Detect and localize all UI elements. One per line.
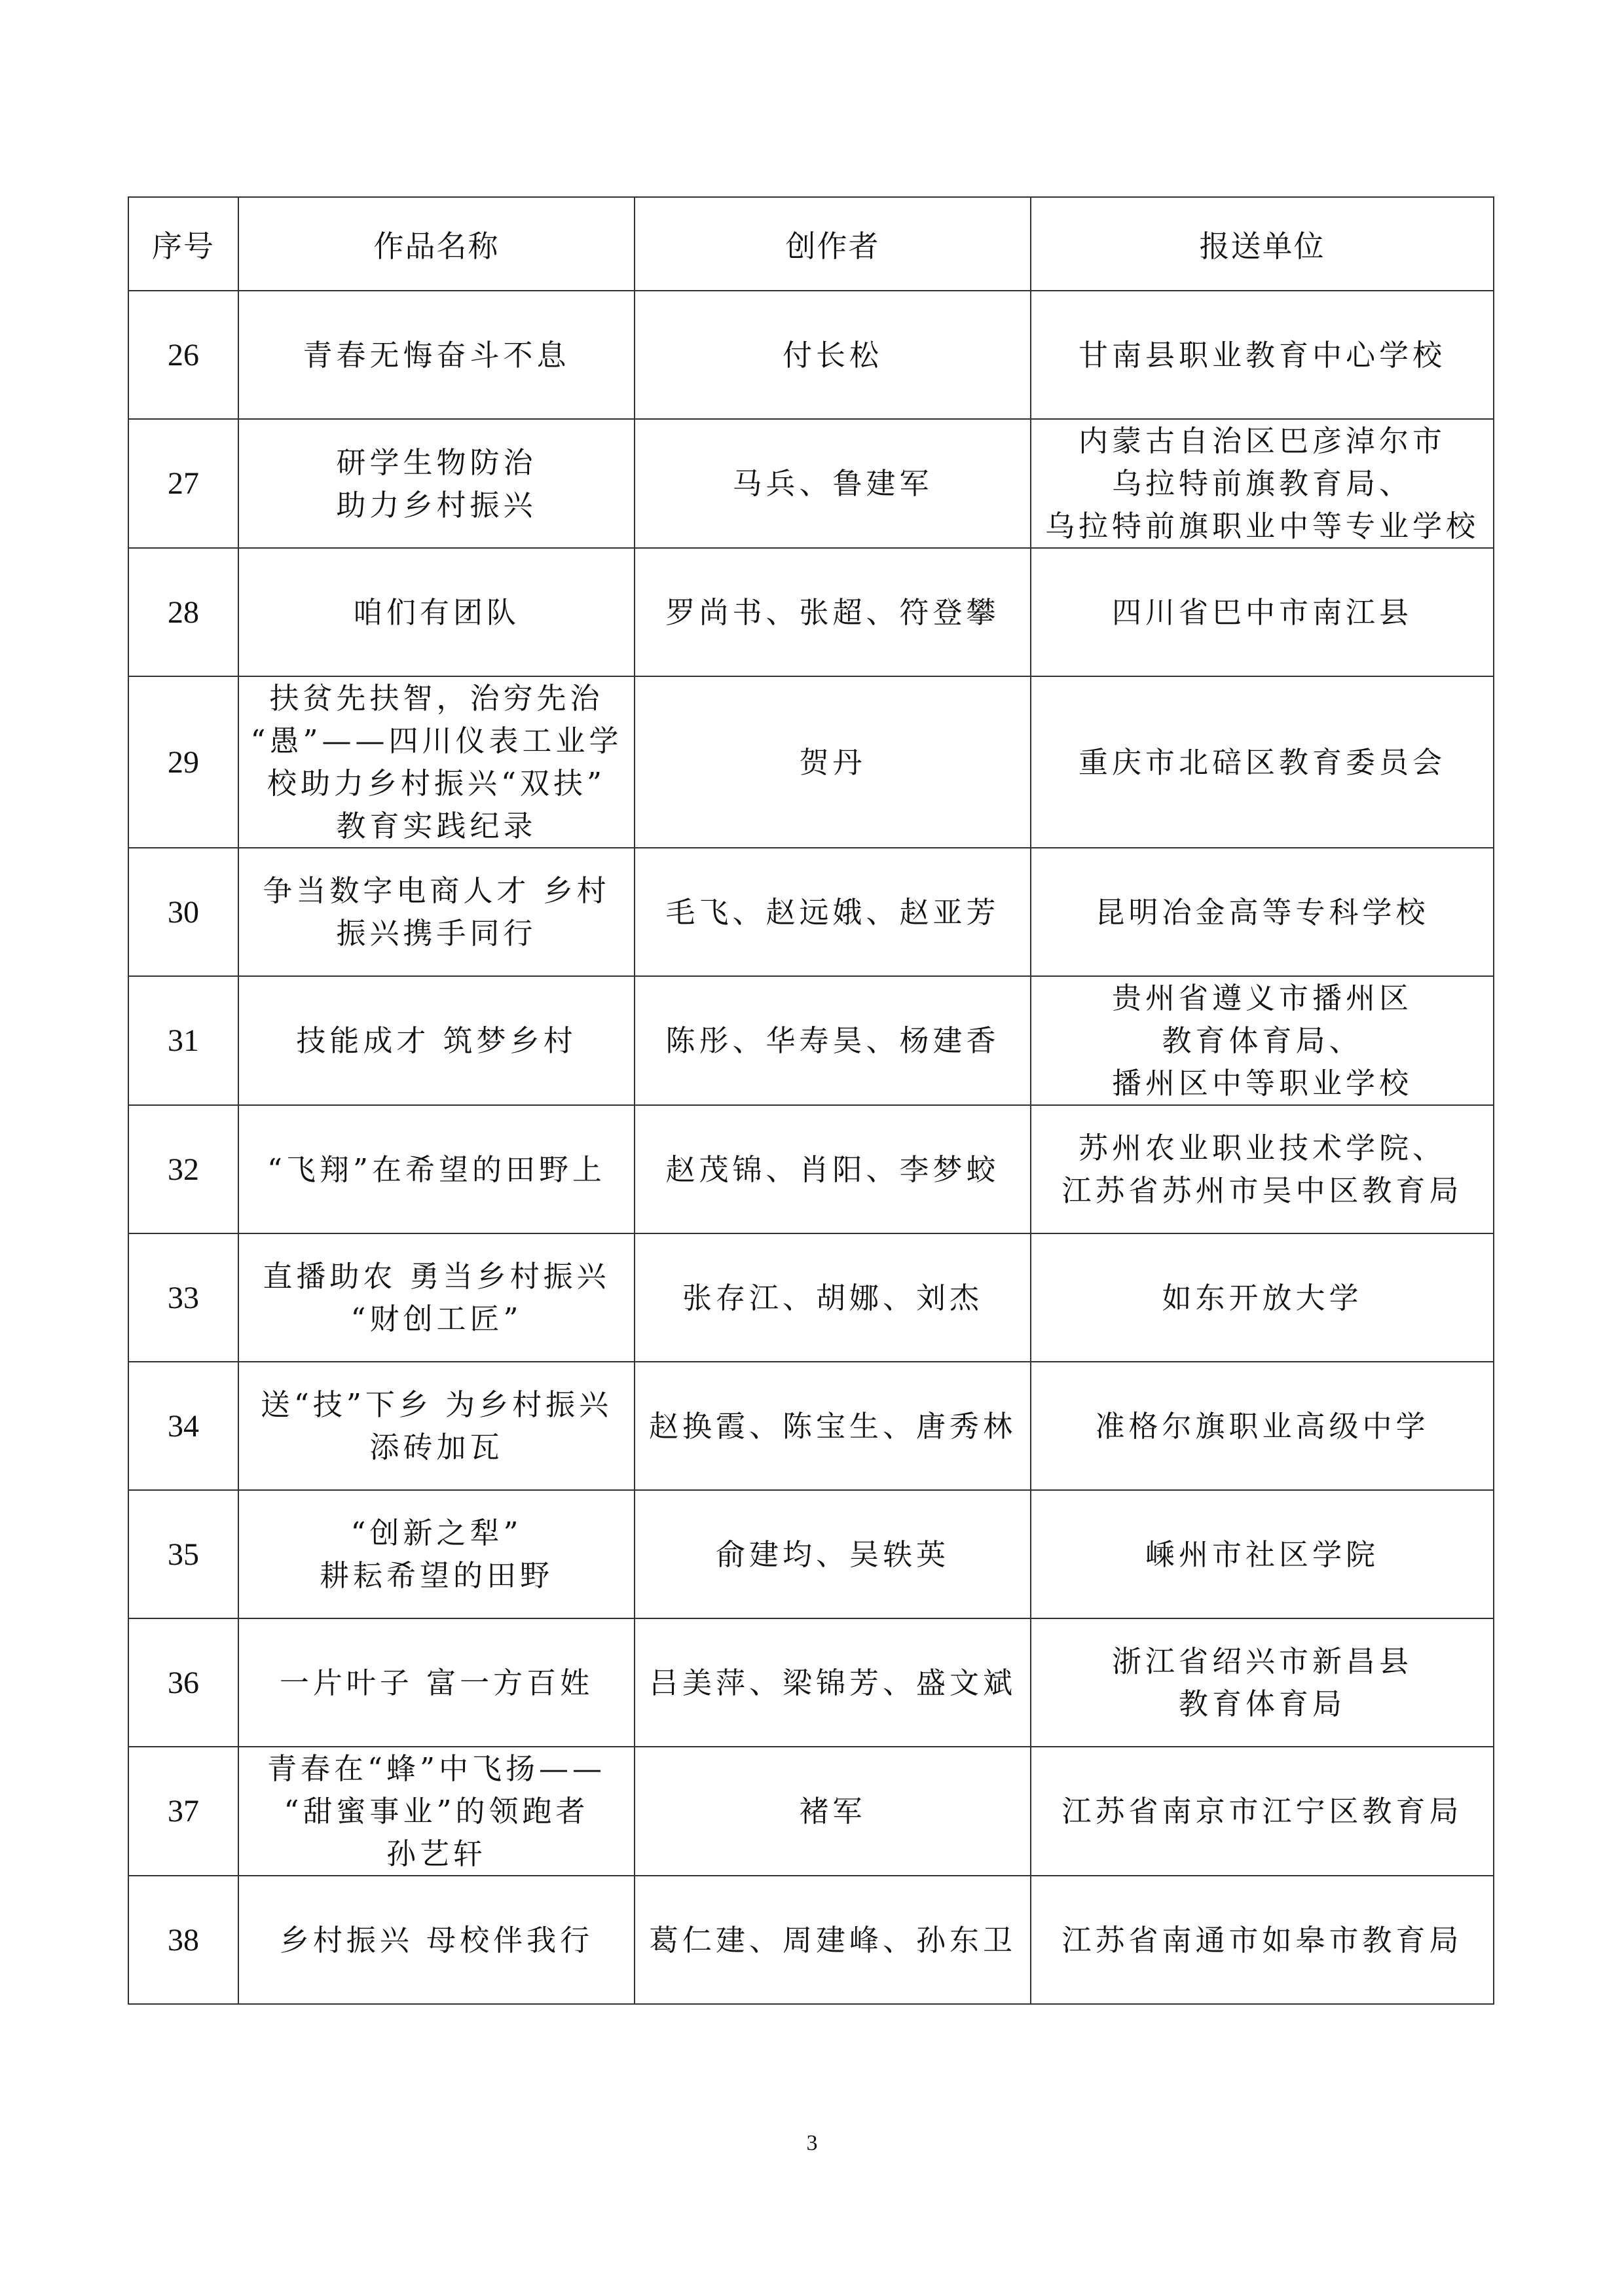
work-title-cell [238,548,635,676]
row-number: 27 [128,419,238,548]
unit-cell [1031,1490,1494,1618]
author-cell: 张存江、胡娜、刘杰 [635,1233,1031,1362]
author-cell: 付长松 [635,291,1031,419]
header-unit: 报送单位 [1031,197,1494,291]
table-row [128,1362,1494,1490]
author-cell: 罗尚书、张超、符登攀 [635,548,1031,676]
work-title-line: “财创工匠” [350,1302,523,1336]
work-title-line: 送“技”下乡 为乡村振兴 [260,1387,613,1422]
table-row [128,1490,1494,1618]
work-title-line: 添砖加瓦 [369,1430,504,1465]
work-title-line: 青春无悔奋斗不息 [303,337,570,373]
row-number: 30 [128,848,238,976]
unit-line: 贵州省遵义市播州区 [1111,981,1412,1015]
author-cell: 陈彤、华寿昊、杨建香 [635,976,1031,1105]
unit-line: 如东开放大学 [1162,1280,1363,1315]
row-number: 34 [128,1362,238,1490]
work-title-cell [238,1618,635,1747]
row-number: 37 [128,1747,238,1876]
row-number: 29 [128,676,238,848]
row-number: 31 [128,976,238,1105]
work-title-cell [238,1747,635,1876]
work-title-line: 争当数字电商人才 乡村 [263,873,610,908]
work-title-cell [238,1105,635,1233]
table-row [128,1747,1494,1876]
unit-line: 昆明冶金高等专科学校 [1095,894,1430,930]
unit-cell [1031,848,1494,976]
unit-cell [1031,419,1494,548]
work-title-line: “愚”——四川仪表工业学 [250,723,623,758]
work-title-cell [238,676,635,848]
unit-line: 教育体育局 [1178,1686,1346,1721]
work-title-line: 技能成才 筑梦乡村 [296,1023,577,1058]
table-body [128,291,1494,2004]
table-row [128,419,1494,548]
unit-line: 浙江省绍兴市新昌县 [1111,1644,1412,1679]
page-number: 3 [806,2131,818,2155]
work-title-line: “甜蜜事业”的领跑者 [284,1794,589,1829]
unit-line: 苏州农业职业技术学院、 [1078,1131,1446,1165]
document-page [128,196,1493,2005]
header-author: 创作者 [635,197,1031,291]
work-title-cell [238,291,635,419]
work-title-cell [238,419,635,548]
author-cell: 赵茂锦、肖阳、李梦蛟 [635,1105,1031,1233]
author-cell: 褚军 [635,1747,1031,1876]
table-row [128,848,1494,976]
table-row [128,1618,1494,1747]
work-title-cell [238,1876,635,2004]
table-row [128,1876,1494,2004]
work-title-line: 耕耘希望的田野 [319,1558,553,1593]
row-number: 33 [128,1233,238,1362]
unit-cell [1031,1618,1494,1747]
unit-cell [1031,291,1494,419]
work-title-cell [238,1233,635,1362]
unit-line: 乌拉特前旗职业中等专业学校 [1044,509,1479,543]
unit-line: 准格尔旗职业高级中学 [1095,1408,1430,1444]
unit-cell [1031,1105,1494,1233]
unit-cell [1031,1876,1494,2004]
unit-line: 重庆市北碚区教育委员会 [1078,744,1446,780]
work-title-cell [238,848,635,976]
work-title-line: 咱们有团队 [352,594,520,630]
work-title-line: 青春在“蜂”中飞扬—— [267,1751,606,1786]
row-number: 36 [128,1618,238,1747]
unit-cell [1031,676,1494,848]
table-row [128,676,1494,848]
work-title-line: 直播助农 勇当乡村振兴 [263,1259,610,1294]
unit-line: 乌拉特前旗教育局、 [1111,466,1412,501]
row-number: 26 [128,291,238,419]
unit-line: 教育体育局、 [1162,1023,1363,1058]
work-title-line: 教育实践纪录 [336,809,537,843]
work-title-line: 振兴携手同行 [336,916,537,951]
unit-line: 四川省巴中市南江县 [1111,594,1412,630]
row-number: 38 [128,1876,238,2004]
author-cell: 葛仁建、周建峰、孙东卫 [635,1876,1031,2004]
unit-cell [1031,548,1494,676]
unit-line: 内蒙古自治区巴彦淖尔市 [1078,424,1446,458]
unit-cell [1031,1233,1494,1362]
row-number: 28 [128,548,238,676]
work-title-line: 校助力乡村振兴“双扶” [267,766,606,801]
unit-line: 江苏省南京市江宁区教育局 [1061,1794,1463,1829]
unit-line: 播州区中等职业学校 [1111,1066,1412,1101]
works-table [128,196,1494,2005]
author-cell: 贺丹 [635,676,1031,848]
unit-line: 甘南县职业教育中心学校 [1078,337,1446,373]
row-number: 35 [128,1490,238,1618]
work-title-line: “创新之犁” [350,1516,523,1550]
unit-line: 江苏省苏州市吴中区教育局 [1061,1173,1463,1208]
unit-line: 江苏省南通市如皋市教育局 [1061,1922,1463,1958]
unit-cell [1031,1362,1494,1490]
unit-cell [1031,1747,1494,1876]
unit-cell [1031,976,1494,1105]
table-header-row [128,197,1494,291]
author-cell: 吕美萍、梁锦芳、盛文斌 [635,1618,1031,1747]
author-cell: 俞建均、吴轶英 [635,1490,1031,1618]
work-title-cell [238,1362,635,1490]
table-row [128,548,1494,676]
unit-line: 嵊州市社区学院 [1145,1537,1379,1572]
work-title-line: 研学生物防治 [336,445,537,480]
work-title-line: 乡村振兴 母校伴我行 [279,1922,594,1958]
work-title-line: 孙艺轩 [386,1836,487,1871]
author-cell: 毛飞、赵远娥、赵亚芳 [635,848,1031,976]
work-title-line: 一片叶子 富一方百姓 [279,1665,594,1700]
work-title-line: “飞翔”在希望的田野上 [267,1152,606,1187]
row-number: 32 [128,1105,238,1233]
table-row [128,976,1494,1105]
table-row [128,1233,1494,1362]
work-title-line: 助力乡村振兴 [336,487,537,522]
author-cell: 赵换霞、陈宝生、唐秀林 [635,1362,1031,1490]
author-cell: 马兵、鲁建军 [635,419,1031,548]
table-row [128,291,1494,419]
work-title-cell [238,976,635,1105]
work-title-cell [238,1490,635,1618]
table-row [128,1105,1494,1233]
work-title-line: 扶贫先扶智，治穷先治 [269,681,604,716]
header-number: 序号 [128,197,238,291]
header-title: 作品名称 [238,197,635,291]
